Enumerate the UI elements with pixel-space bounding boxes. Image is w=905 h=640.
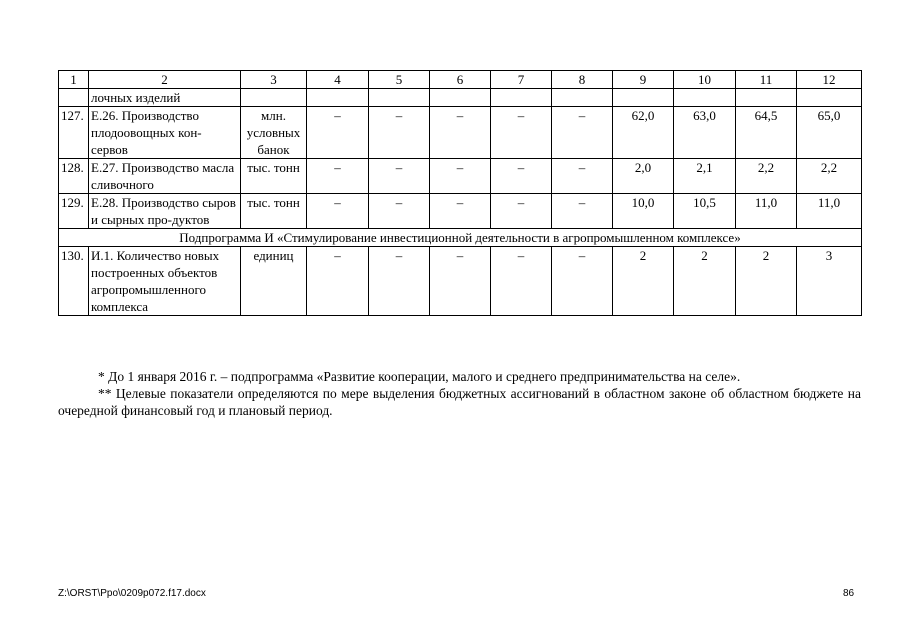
unit-cell: млн. условных банок <box>241 107 307 159</box>
value-cell: – <box>491 107 552 159</box>
unit-cell: единиц <box>241 247 307 316</box>
value-cell: – <box>369 247 430 316</box>
value-cell: 10,5 <box>674 194 736 229</box>
value-cell: – <box>307 159 369 194</box>
header-cell: 9 <box>613 71 674 89</box>
name-cell: Е.26. Производство плодоовощных кон-сервов <box>89 107 241 159</box>
header-cell: 4 <box>307 71 369 89</box>
header-cell: 2 <box>89 71 241 89</box>
footnote-2: ** Целевые показатели определяются по мере выделения бюджетных ассигнований в областном законе об областном бюджете на очередной финансовый год и плановый период. <box>58 386 861 418</box>
value-cell: 2 <box>674 247 736 316</box>
value-cell: – <box>430 107 491 159</box>
value-cell: – <box>430 247 491 316</box>
value-cell: – <box>369 159 430 194</box>
header-cell: 12 <box>797 71 862 89</box>
num-cell: 129. <box>59 194 89 229</box>
header-cell: 1 <box>59 71 89 89</box>
page-number: 86 <box>843 588 855 599</box>
value-cell: 3 <box>797 247 862 316</box>
header-cell: 7 <box>491 71 552 89</box>
value-cell: – <box>552 194 613 229</box>
value-cell: 11,0 <box>736 194 797 229</box>
file-path: Z:\ORST\Ppo\0209p072.f17.docx <box>58 588 206 599</box>
footnotes <box>58 368 861 419</box>
value-cell: 11,0 <box>797 194 862 229</box>
header-cell: 3 <box>241 71 307 89</box>
header-cell: 8 <box>552 71 613 89</box>
name-cell: Е.27. Производство масла сливочного <box>89 159 241 194</box>
value-cell: – <box>491 159 552 194</box>
value-cell: 2,2 <box>797 159 862 194</box>
value-cell: – <box>552 247 613 316</box>
value-cell: – <box>491 247 552 316</box>
value-cell: 62,0 <box>613 107 674 159</box>
value-cell: 10,0 <box>613 194 674 229</box>
value-cell: – <box>369 194 430 229</box>
value-cell: – <box>430 159 491 194</box>
value-cell: 2,0 <box>613 159 674 194</box>
num-cell: 127. <box>59 107 89 159</box>
table-row <box>59 194 862 229</box>
num-cell: 128. <box>59 159 89 194</box>
num-cell: 130. <box>59 247 89 316</box>
value-cell: 63,0 <box>674 107 736 159</box>
header-cell: 5 <box>369 71 430 89</box>
value-cell: – <box>369 107 430 159</box>
value-cell: – <box>552 159 613 194</box>
table-row <box>59 159 862 194</box>
header-cell: 11 <box>736 71 797 89</box>
value-cell: – <box>552 107 613 159</box>
unit-cell: тыс. тонн <box>241 159 307 194</box>
footnote-1: * До 1 января 2016 г. – подпрограмма «Развитие кооперации, малого и среднего предпринимательства на селе». <box>98 369 741 384</box>
value-cell: – <box>307 247 369 316</box>
table-row <box>59 107 862 159</box>
table-header-row <box>59 71 862 89</box>
value-cell: – <box>491 194 552 229</box>
unit-cell: тыс. тонн <box>241 194 307 229</box>
value-cell: – <box>307 194 369 229</box>
name-cell: И.1. Количество новых построенных объектов агропромышленного комплекса <box>89 247 241 316</box>
name-cell: Е.28. Производство сыров и сырных про-дуктов <box>89 194 241 229</box>
value-cell: – <box>307 107 369 159</box>
value-cell: 2,2 <box>736 159 797 194</box>
indicators-table <box>58 70 862 316</box>
value-cell: 64,5 <box>736 107 797 159</box>
value-cell: – <box>430 194 491 229</box>
header-cell: 10 <box>674 71 736 89</box>
section-title: Подпрограмма И «Стимулирование инвестиционной деятельности в агропромышленном комплексе» <box>59 229 862 247</box>
table-row-continuation <box>59 89 862 107</box>
table-row <box>59 247 862 316</box>
value-cell: 2,1 <box>674 159 736 194</box>
value-cell: 65,0 <box>797 107 862 159</box>
value-cell: 2 <box>613 247 674 316</box>
value-cell: 2 <box>736 247 797 316</box>
section-row <box>59 229 862 247</box>
header-cell: 6 <box>430 71 491 89</box>
name-cell: лочных изделий <box>89 89 241 107</box>
num-cell <box>59 89 89 107</box>
